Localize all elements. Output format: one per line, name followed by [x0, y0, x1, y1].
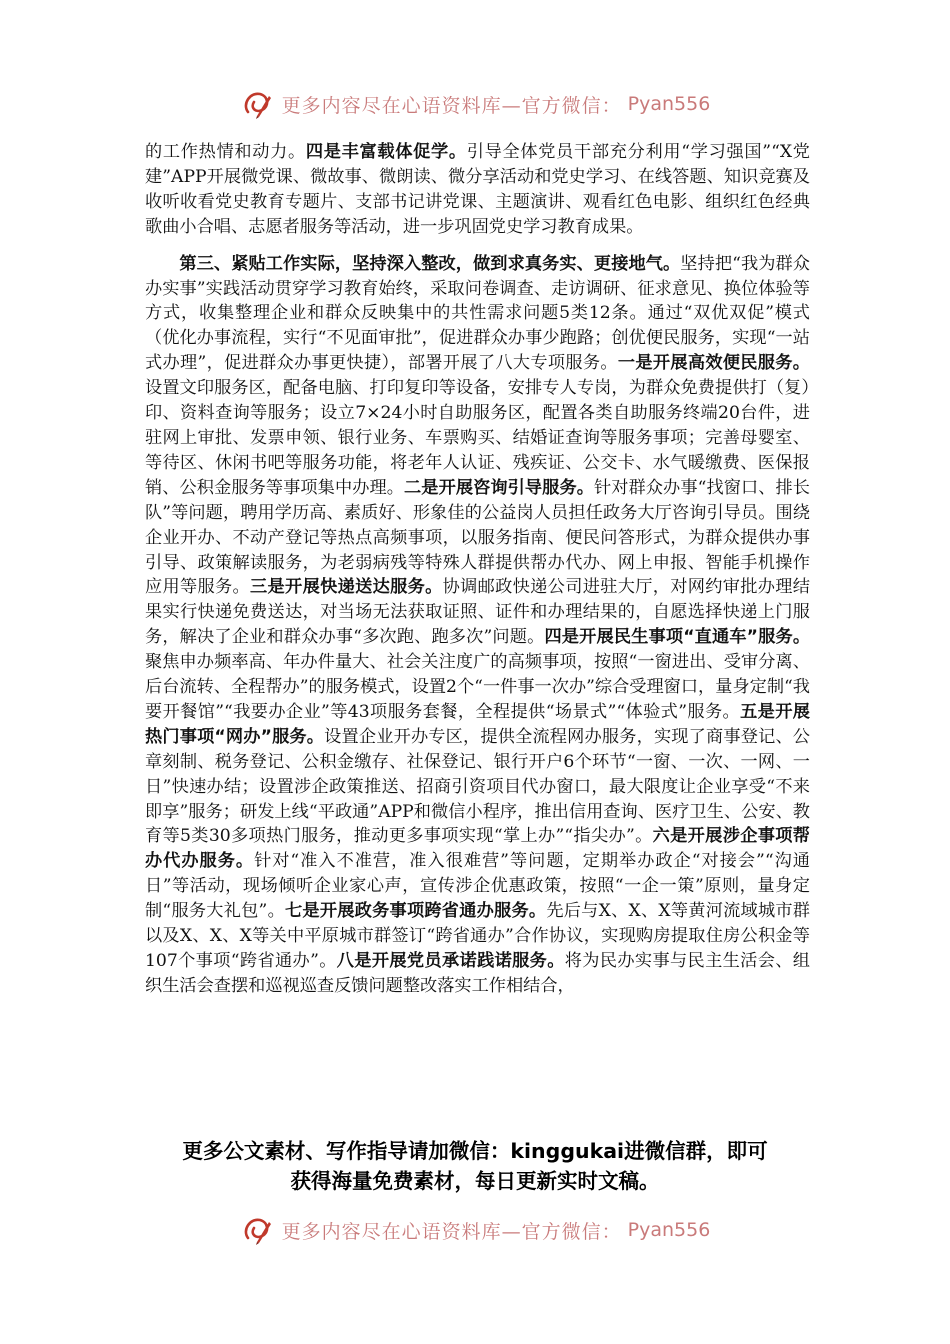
promo-notice	[120, 1136, 830, 1196]
section-heading: 第三、紧贴工作实际，坚持深入整改，做到求真务实、更接地气。	[179, 253, 681, 274]
bold-heading: 一是开展高效便民服务。	[617, 353, 810, 374]
promo-line-2: 获得海量免费素材，每日更新实时文稿。	[290, 1169, 660, 1193]
text-span: 的工作热情和动力。	[145, 142, 306, 162]
pen-swirl-logo-icon	[240, 1212, 276, 1248]
bold-heading: 三是开展快递送达服务。	[250, 577, 443, 598]
text-span: 针对群众办事“找窗口、排长队”等问题，聘用学历高、素质好、形象佳的公益岗人员担任政务大厅咨询引导员。围绕企业开办、不动产登记等热点高频事项，以服务指南、便民问答形式，为群众提供办事引导、政策解读服务，为老弱病残等特殊人群提供帮办代办、网上申报、智能手机操作应用等服务。	[145, 477, 810, 598]
bold-heading: 四是开展民生事项“直通车”服务。	[544, 627, 811, 648]
promo-line-1: 更多公文素材、写作指导请加微信：kinggukai进微信群，即可	[182, 1139, 768, 1163]
bold-heading: 五是开展热门事项“网办”服务。	[145, 701, 810, 747]
bold-heading: 六是开展涉企事项帮办代办服务。	[145, 826, 810, 872]
text-span: 协调邮政快递公司进驻大厅，对网约审批办理结果实行快递免费送达，对当场无法获取证照、证件和办理结果的，自愿选择快递上门服务，解决了企业和群众办事“多次跑、跑多次”问题。	[145, 577, 810, 648]
text-span: 坚持把“我为群众办实事”实践活动贯穿学习教育始终，采取问卷调查、走访调研、征求意见、换位体验等方式，收集整理企业和群众反映集中的共性需求问题5类12条。通过“双优双促”模式（优化办事流程，实行“不见面审批”，促进群众办事少跑路；创优便民服务，实现“一站式办理”，促进群众办事更快捷），部署开展了八大专项服务。	[145, 253, 810, 374]
text-span: 设置企业开办专区，提供全流程网办服务，实现了商事登记、公章刻制、税务登记、公积金缴存、社保登记、银行开户6个环节“一窗、一次、一网、一日”快速办结；设置涉企政策推送、招商引资项目代办窗口，最大限度让企业享受“不来即享”服务；研发上线“平政通”APP和微信小程序，推出信用查询、医疗卫生、公安、教育等5类30多项热门服务，推动更多事项实现“掌上办”“指尖办”。	[145, 726, 810, 847]
text-span: 针对“准入不准营，准入很难营”等问题，定期举办政企“对接会”“沟通日”等活动，现场倾听企业家心声，宣传涉企优惠政策，按照“一企一策”原则，量身定制“服务大礼包”。	[145, 851, 810, 922]
banner-inner	[240, 86, 711, 122]
bold-heading: 七是开展政务事项跨省通办服务。	[285, 901, 547, 922]
text-span: 设置文印服务区，配备电脑、打印复印等设备，安排专人专岗，为群众免费提供打（复）印、资料查询等服务；设立7×24小时自助服务区，配置各类自助服务终端20台件，进驻网上审批、发票申领、银行业务、车票购买、结婚证查询等服务事项；完善母婴室、等待区、休闲书吧等服务功能，将老年人认证、残疾证、公交卡、水气暖缴费、医保报销、公积金服务等事项集中办理。	[145, 378, 810, 498]
text-span: 引导全体党员干部充分利用“学习强国”“X党建”APP开展微党课、微故事、微朗读、微分享活动和党史学习、在线答题、知识竞赛及收听收看党史教育专题片、支部书记讲党课、主题演讲、观看红色电影、组织红色经典歌曲小合唱、志愿者服务等活动，进一步巩固党史学习教育成果。	[145, 142, 810, 237]
paragraph-2	[145, 252, 810, 999]
banner-wechat-handle: Pyan556	[627, 1219, 711, 1241]
paragraph-1	[145, 140, 810, 240]
banner-wechat-handle: Pyan556	[627, 93, 711, 115]
pen-swirl-logo-icon	[240, 86, 276, 122]
text-span: 聚焦申办频率高、年办件量大、社会关注度广的高频事项，按照“一窗进出、受审分离、后台流转、全程帮办”的服务模式，设置2个“一件事一次办”综合受理窗口，量身定制“我要开餐馆”“我要办企业”等43项服务套餐，全程提供“场景式”“体验式”服务。	[145, 652, 810, 722]
bold-heading: 四是丰富载体促学。	[305, 142, 467, 162]
footer-banner	[0, 1210, 950, 1250]
bold-heading: 八是开展党员承诺践诺服务。	[336, 951, 565, 971]
banner-inner	[240, 1212, 711, 1248]
document-body	[145, 140, 810, 999]
banner-text: 更多内容尽在心语资料库—官方微信：	[281, 94, 622, 117]
text-span: 先后与X、X、X等黄河流域城市群以及X、X、X等关中平原城市群签订“跨省通办”合作协议，实现购房提取住房公积金等107个事项“跨省通办”。	[145, 901, 810, 971]
text-span: 将为民办实事与民主生活会、组织生活会查摆和巡视巡查反馈问题整改落实工作相结合，	[145, 951, 810, 996]
banner-text: 更多内容尽在心语资料库—官方微信：	[281, 1220, 622, 1243]
bold-heading: 二是开展咨询引导服务。	[404, 477, 594, 498]
header-banner	[0, 84, 950, 124]
